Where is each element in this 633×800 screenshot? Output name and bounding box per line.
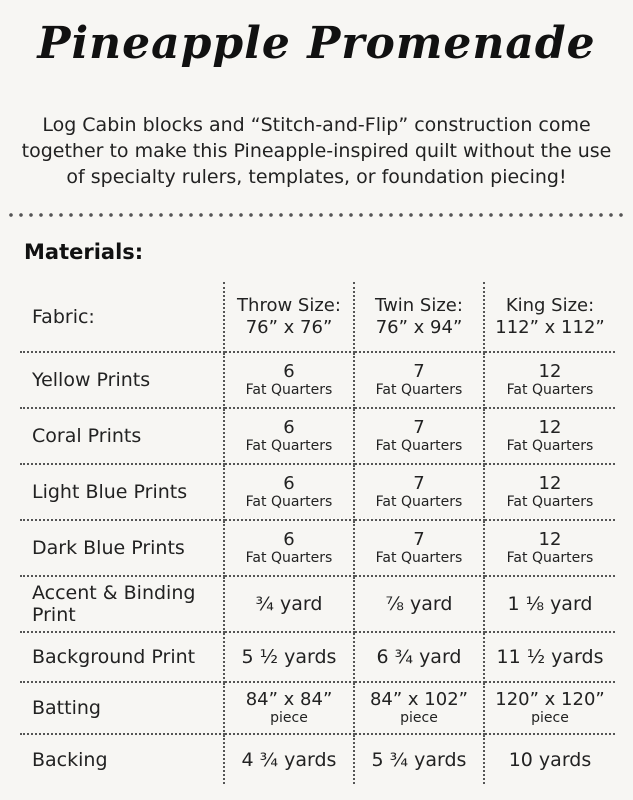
cell-unit: Fat Quarters xyxy=(375,550,463,566)
row-label: Light Blue Prints xyxy=(20,464,224,520)
cell-unit: piece xyxy=(531,710,569,726)
table-cell xyxy=(224,632,354,682)
table-cell xyxy=(484,352,615,408)
cell-value: 6 xyxy=(283,361,295,382)
materials-table xyxy=(20,282,615,784)
table-cell xyxy=(224,682,354,734)
cell-value: 5 ½ yards xyxy=(241,646,337,668)
cell-value: 7 xyxy=(413,529,425,550)
cell-value: 7 xyxy=(413,473,425,494)
cell-unit: Fat Quarters xyxy=(375,494,463,510)
king-size-header xyxy=(484,282,615,352)
cell-unit: Fat Quarters xyxy=(506,550,594,566)
row-label: Backing xyxy=(20,734,224,784)
column-name: Twin Size: xyxy=(375,294,463,316)
cell-value: 11 ½ yards xyxy=(496,646,604,668)
fabric-header: Fabric: xyxy=(20,282,224,352)
row-label: Background Print xyxy=(20,632,224,682)
table-row xyxy=(20,682,615,734)
table-row xyxy=(20,352,615,408)
table-row xyxy=(20,464,615,520)
table-cell xyxy=(224,408,354,464)
table-header-row xyxy=(20,282,615,352)
table-cell xyxy=(354,734,484,784)
cell-value: 5 ¾ yards xyxy=(371,748,467,771)
dotted-divider xyxy=(8,210,625,220)
page-title: Pineapple Promenade xyxy=(37,18,596,69)
cell-value: 1 ⅛ yard xyxy=(507,593,593,615)
table-cell xyxy=(354,632,484,682)
table-cell xyxy=(484,576,615,632)
table-cell xyxy=(484,464,615,520)
row-label: Dark Blue Prints xyxy=(20,520,224,576)
intro-paragraph: Log Cabin blocks and “Stitch-and-Flip” construction come together to make this Pineapple-inspired quilt without the use of specialty rulers, templates, or foundation piecing! xyxy=(21,114,612,188)
cell-value: 7 xyxy=(413,417,425,438)
table-row xyxy=(20,632,615,682)
table-cell xyxy=(354,520,484,576)
table-row xyxy=(20,520,615,576)
cell-value: 12 xyxy=(538,417,562,438)
cell-value: 84” x 102” xyxy=(369,689,468,710)
table-cell xyxy=(224,464,354,520)
cell-unit: Fat Quarters xyxy=(375,382,463,398)
cell-unit: Fat Quarters xyxy=(375,438,463,454)
cell-unit: piece xyxy=(270,710,308,726)
table-cell xyxy=(354,576,484,632)
throw-size-header xyxy=(224,282,354,352)
table-cell xyxy=(224,352,354,408)
table-row xyxy=(20,408,615,464)
table-row xyxy=(20,734,615,784)
table-cell xyxy=(354,464,484,520)
cell-unit: Fat Quarters xyxy=(245,382,333,398)
cell-value: 120” x 120” xyxy=(495,689,605,710)
cell-value: ⅞ yard xyxy=(385,593,453,615)
cell-unit: Fat Quarters xyxy=(245,550,333,566)
cell-value: 12 xyxy=(538,529,562,550)
cell-value: 10 yards xyxy=(508,748,592,771)
cell-value: 6 xyxy=(283,473,295,494)
cell-value: ¾ yard xyxy=(255,593,323,615)
cell-unit: Fat Quarters xyxy=(506,438,594,454)
table-row xyxy=(20,576,615,632)
column-size: 76” x 94” xyxy=(375,316,463,338)
cell-value: 6 xyxy=(283,529,295,550)
cell-value: 6 ¾ yard xyxy=(376,646,462,668)
table-cell xyxy=(224,576,354,632)
cell-value: 7 xyxy=(413,361,425,382)
cell-unit: Fat Quarters xyxy=(506,382,594,398)
table-cell xyxy=(484,632,615,682)
row-label: Accent & Binding Print xyxy=(20,576,224,632)
table-cell xyxy=(354,682,484,734)
table-cell xyxy=(484,734,615,784)
table-cell xyxy=(484,682,615,734)
table-cell xyxy=(354,408,484,464)
cell-unit: Fat Quarters xyxy=(245,494,333,510)
column-size: 112” x 112” xyxy=(495,316,605,338)
row-label: Yellow Prints xyxy=(20,352,224,408)
column-name: King Size: xyxy=(505,294,595,316)
cell-value: 4 ¾ yards xyxy=(241,748,337,771)
table-cell xyxy=(484,520,615,576)
row-label: Coral Prints xyxy=(20,408,224,464)
table-cell xyxy=(354,352,484,408)
cell-unit: Fat Quarters xyxy=(506,494,594,510)
row-label: Batting xyxy=(20,682,224,734)
cell-value: 12 xyxy=(538,473,562,494)
column-name: Throw Size: xyxy=(237,294,341,316)
materials-heading: Materials: xyxy=(24,240,144,264)
cell-value: 12 xyxy=(538,361,562,382)
twin-size-header xyxy=(354,282,484,352)
cell-unit: Fat Quarters xyxy=(245,438,333,454)
table-cell xyxy=(484,408,615,464)
cell-unit: piece xyxy=(400,710,438,726)
cell-value: 6 xyxy=(283,417,295,438)
column-size: 76” x 76” xyxy=(245,316,333,338)
table-cell xyxy=(224,734,354,784)
table-cell xyxy=(224,520,354,576)
cell-value: 84” x 84” xyxy=(245,689,333,710)
